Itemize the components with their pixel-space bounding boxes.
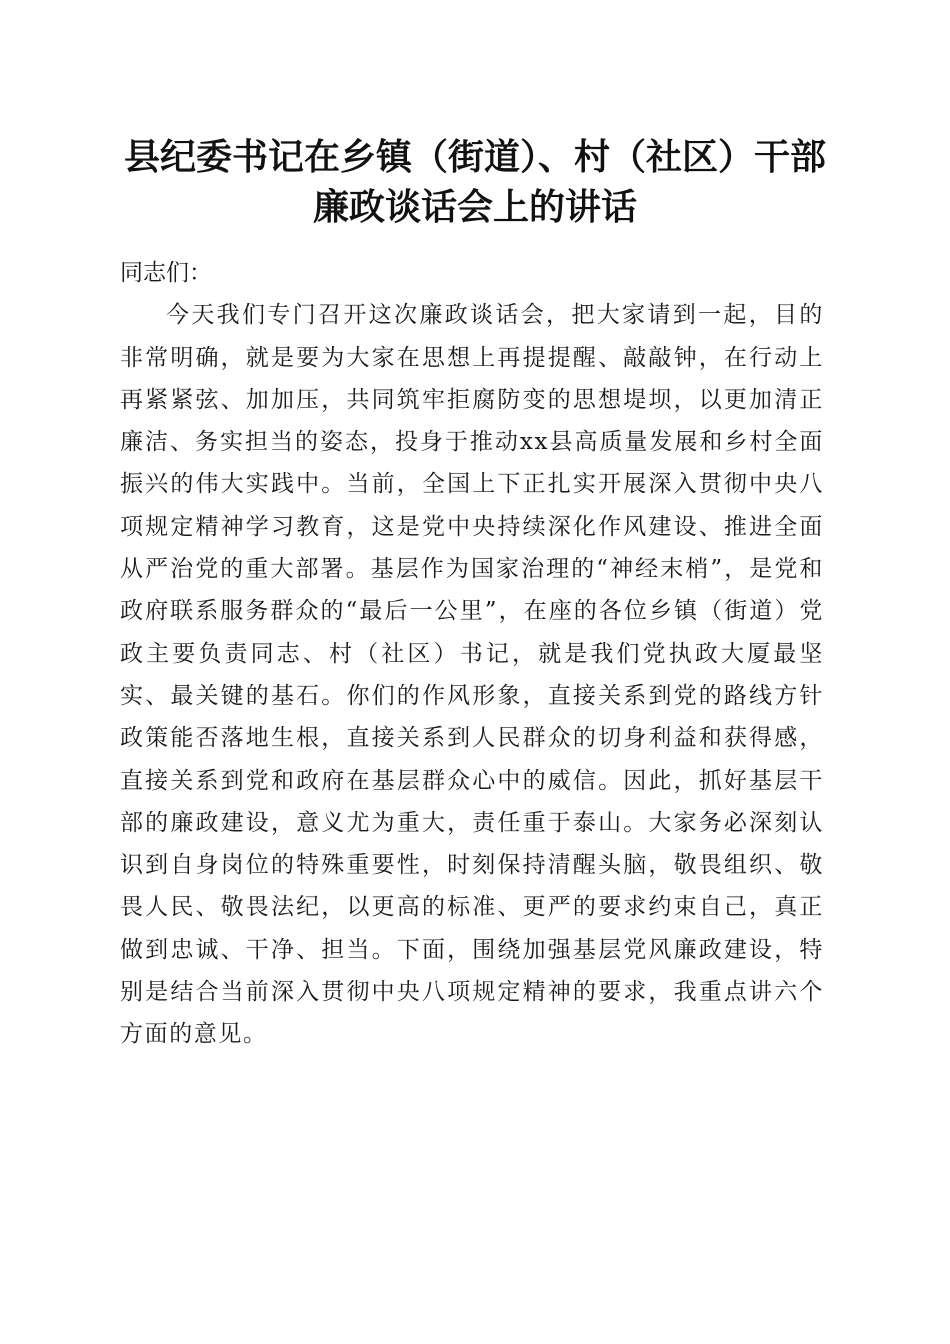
body-paragraph: 今天我们专门召开这次廉政谈话会，把大家请到一起，目的非常明确，就是要为大家在思想上再提提醒、敲敲钟，在行动上再紧紧弦、加加压，共同筑牢拒腐防变的思想堤坝，以更加清正廉洁、务实担当的姿态，投身于推动xx县高质量发展和乡村全面振兴的伟大实践中。当前，全国上下正扎实开展深入贯彻中央八项规定精神学习教育，这是党中央持续深化作风建设、推进全面从严治党的重大部署。基层作为国家治理的“神经末梢”，是党和政府联系服务群众的“最后一公里”，在座的各位乡镇（街道）党政主要负责同志、村（社区）书记，就是我们党执政大厦最坚实、最关键的基石。你们的作风形象，直接关系到党的路线方针政策能否落地生根，直接关系到人民群众的切身利益和获得感，直接关系到党和政府在基层群众心中的威信。因此，抓好基层干部的廉政建设，意义尤为重大，责任重于泰山。大家务必深刻认识到自身岗位的特殊重要性，时刻保持清醒头脑，敬畏组织、敬畏人民、敬畏法纪，以更高的标准、更严的要求约束自己，真正做到忠诚、干净、担当。下面，围绕加强基层党风廉政建设，特别是结合当前深入贯彻中央八项规定精神的要求，我重点讲六个方面的意见。 — [120, 302, 824, 1048]
document-title — [100, 132, 850, 232]
title-line-2: 廉政谈话会上的讲话 — [312, 186, 637, 228]
document-body — [120, 250, 824, 1056]
salutation: 同志们： — [120, 260, 212, 286]
title-line-1: 县纪委书记在乡镇（街道）、村（社区）干部 — [123, 136, 826, 178]
